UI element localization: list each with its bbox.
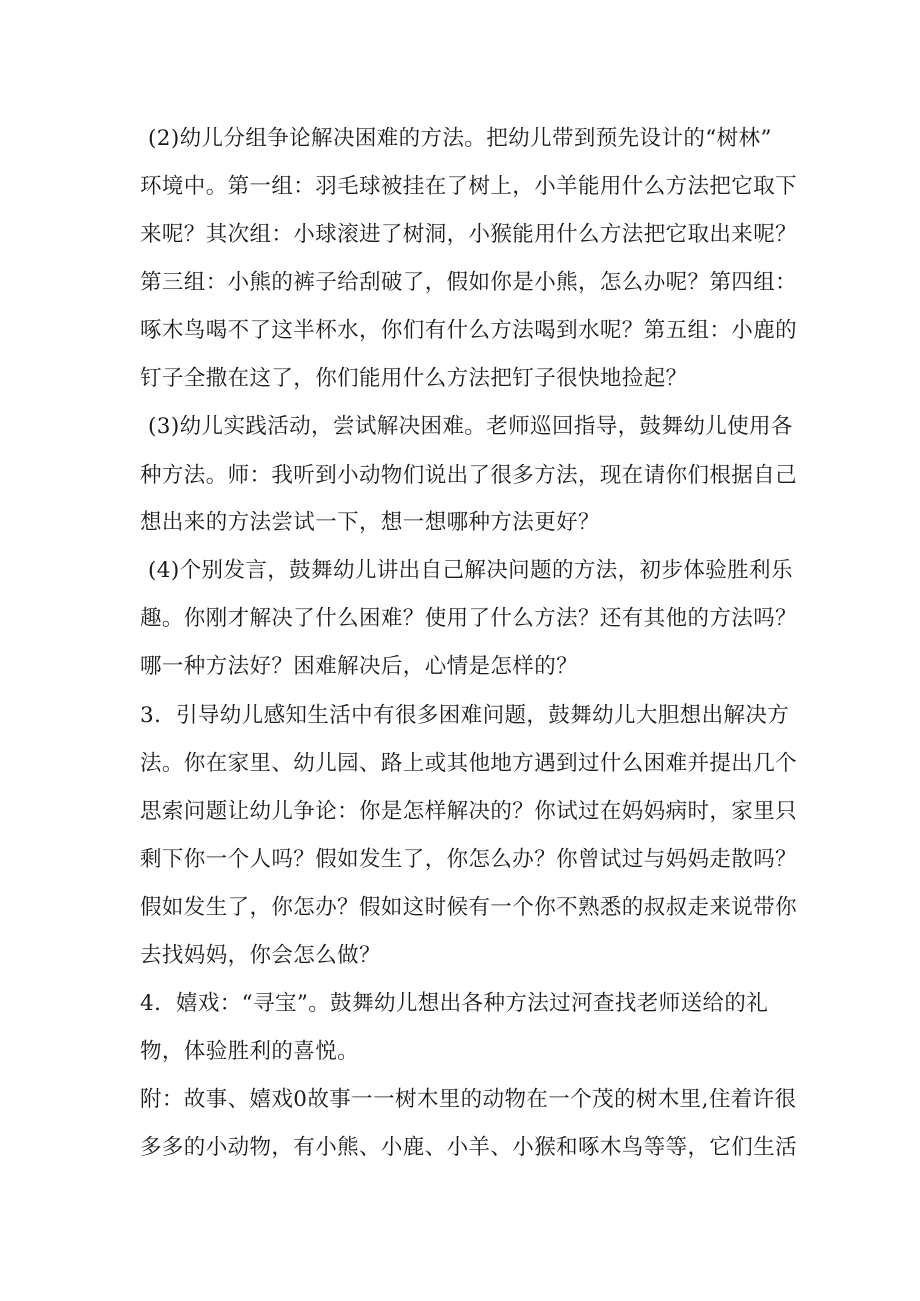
item-3-line-3: 思索问题让幼儿争论：你是怎样解决的？你试过在妈妈病时，家里只: [140, 799, 798, 824]
item-4-line-1: 4．嬉戏：“寻宝”。鼓舞幼儿想出各种方法过河查找老师送给的礼: [140, 991, 769, 1016]
appendix-line-1: 附：故事、嬉戏0故事一一树木里的动物在一个茂的树木里,住着许很: [140, 1087, 797, 1112]
paragraph-3-line-1: (3)幼儿实践活动，尝试解决困难。老师巡回指导，鼓舞幼儿使用各: [148, 414, 793, 439]
appendix-line-2: 多多的小动物，有小熊、小鹿、小羊、小猴和啄木鸟等等，它们生活: [140, 1135, 798, 1160]
paragraph-2-line-4: 第三组：小熊的裤子给刮破了，假如你是小熊，怎么办呢？第四组：: [140, 270, 798, 295]
paragraph-2-line-6: 钉子全撒在这了，你们能用什么方法把钉子很快地捡起？: [140, 366, 688, 391]
paragraph-2-line-1: (2)幼儿分组争论解决困难的方法。把幼儿带到预先设计的“树林”: [148, 126, 772, 151]
item-3-line-1: 3．引导幼儿感知生活中有很多困难问题，鼓舞幼儿大胆想出解决方: [140, 703, 790, 728]
paragraph-2-line-5: 啄木鸟喝不了这半杯水，你们有什么方法喝到水呢？第五组：小鹿的: [140, 318, 798, 343]
paragraph-4-line-1: (4)个别发言，鼓舞幼儿讲出自己解决问题的方法，初步体验胜利乐: [148, 558, 793, 583]
paragraph-2-line-3: 来呢？其次组：小球滚进了树洞，小猴能用什么方法把它取出来呢？: [140, 222, 798, 247]
item-3-line-6: 去找妈妈，你会怎么做？: [140, 943, 381, 968]
paragraph-3-line-2: 种方法。师：我听到小动物们说出了很多方法，现在请你们根据自己: [140, 463, 798, 488]
item-4-line-2: 物，体验胜利的喜悦。: [140, 1039, 360, 1064]
paragraph-4-line-3: 哪一种方法好？困难解决后，心情是怎样的？: [140, 654, 579, 679]
paragraph-3-line-3: 想出来的方法尝试一下，想一想哪种方法更好？: [140, 510, 600, 535]
item-3-line-2: 法。你在家里、幼儿园、路上或其他地方遇到过什么困难并提出几个: [140, 751, 798, 776]
item-3-line-5: 假如发生了，你怎办？假如这时候有一个你不熟悉的叔叔走来说带你: [140, 895, 798, 920]
item-3-line-4: 剩下你一个人吗？假如发生了，你怎么办？你曾试过与妈妈走散吗？: [140, 847, 798, 872]
paragraph-2-line-2: 环境中。第一组：羽毛球被挂在了树上，小羊能用什么方法把它取下: [140, 174, 798, 199]
paragraph-4-line-2: 趣。你刚才解决了什么困难？使用了什么方法？还有其他的方法吗？: [140, 606, 798, 631]
